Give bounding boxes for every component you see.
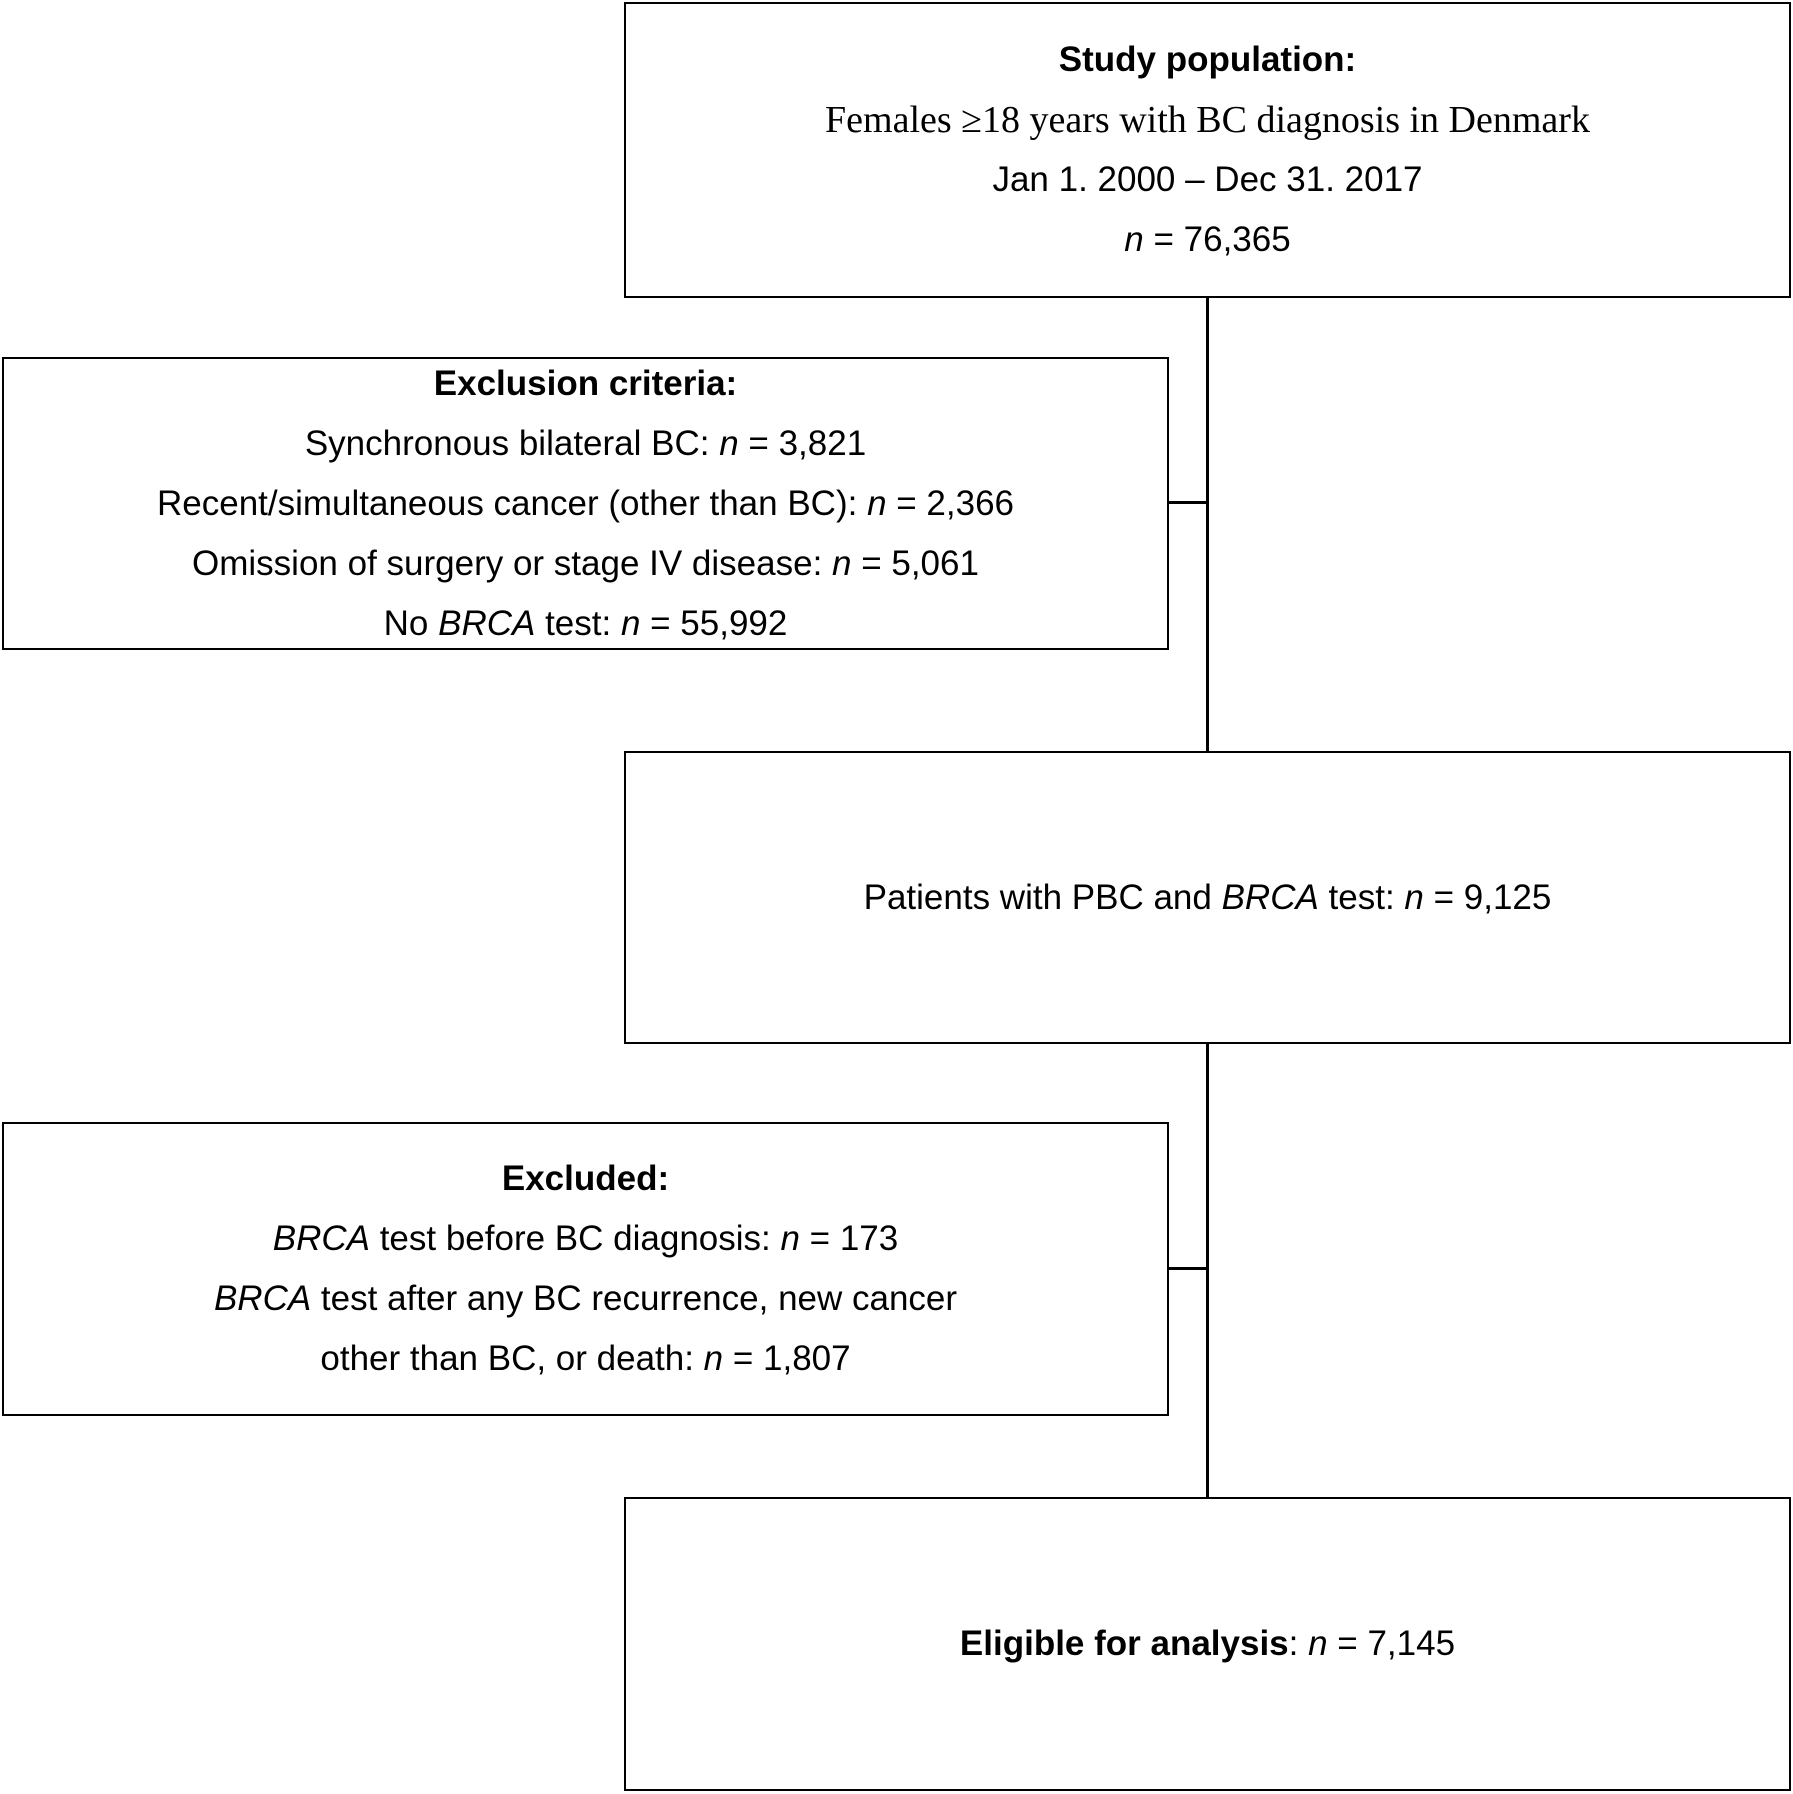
connector-to-exclusion-criteria (1168, 501, 1208, 504)
excluded-item: BRCA test after any BC recurrence, new cancer (213, 1279, 958, 1318)
connector-to-excluded (1168, 1267, 1208, 1270)
pbc-brca-box (624, 751, 1791, 1044)
exclusion-criteria-title: Exclusion criteria: (433, 363, 738, 403)
excluded-item: BRCA test before BC diagnosis: n = 173 (272, 1219, 899, 1258)
study-population-box (624, 2, 1791, 298)
connector-pbc-to-eligible (1206, 1043, 1209, 1498)
pbc-brca-count: Patients with PBC and BRCA test: n = 9,125 (863, 877, 1552, 917)
eligible-count: Eligible for analysis: n = 7,145 (959, 1624, 1456, 1663)
excluded-title: Excluded: (501, 1159, 670, 1198)
exclusion-item: Recent/simultaneous cancer (other than BC): n = 2,366 (156, 483, 1015, 523)
excluded-box (2, 1122, 1169, 1416)
study-population-title: Study population: (1058, 40, 1357, 79)
exclusion-item: Omission of surgery or stage IV disease: n = 5,061 (192, 543, 979, 583)
exclusion-item: Synchronous bilateral BC: n = 3,821 (304, 423, 867, 463)
exclusion-criteria-box (2, 357, 1169, 650)
study-population-count: n = 76,365 (1124, 220, 1291, 259)
study-population-line2: Jan 1. 2000 – Dec 31. 2017 (992, 160, 1423, 199)
excluded-item: other than BC, or death: n = 1,807 (320, 1339, 851, 1378)
connector-study-to-pbc (1206, 297, 1209, 752)
eligible-box (624, 1497, 1791, 1791)
exclusion-item: No BRCA test: n = 55,992 (383, 603, 788, 643)
study-population-line1: Females ≥18 years with BC diagnosis in Denmark (825, 99, 1590, 141)
